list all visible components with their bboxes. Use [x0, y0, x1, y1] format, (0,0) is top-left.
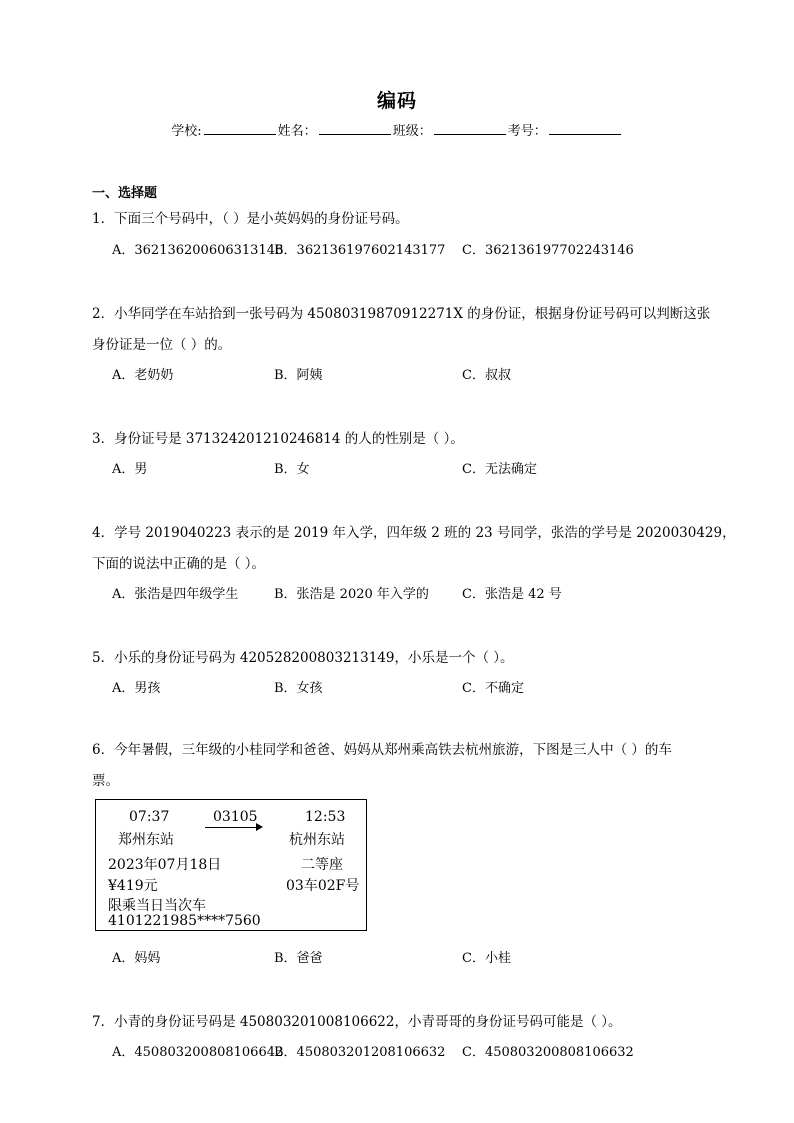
q4-option-b[interactable]: B．张浩是 2020 年入学的: [274, 587, 429, 602]
q6-option-c[interactable]: C．小桂: [462, 951, 511, 966]
q3-option-c[interactable]: C．无法确定: [462, 462, 537, 477]
train-number: 03105: [213, 809, 258, 825]
travel-date: 2023年07月18日: [108, 857, 222, 873]
question-5-text: 5．小乐的身份证号码为 420528200803213149，小乐是一个（ ）。: [92, 650, 514, 666]
question-3-text: 3．身份证号是 371324201210246814 的人的性别是（ ）。: [92, 431, 464, 447]
arrive-time: 12:53: [305, 809, 346, 825]
q5-option-b[interactable]: B．女孩: [274, 681, 323, 696]
route-arrow-line: [205, 827, 261, 828]
q7-option-c[interactable]: C．450803200808106632: [462, 1045, 634, 1060]
section-heading: 一、选择题: [92, 186, 158, 201]
from-station: 郑州东站: [118, 832, 174, 848]
q2-option-c[interactable]: C．叔叔: [462, 368, 511, 383]
question-2-text: 2．小华同学在车站拾到一张号码为 45080319870912271X 的身份证，根据身份证号码可以判断这张: [92, 306, 711, 322]
q6-option-b[interactable]: B．爸爸: [274, 951, 323, 966]
school-label: 学校:: [171, 124, 202, 139]
class-label: 班级：: [392, 124, 432, 139]
q1-option-b[interactable]: B．362136197602143177: [274, 243, 446, 258]
question-6-text-cont: 票。: [92, 773, 119, 789]
exam-number-blank[interactable]: [549, 122, 621, 135]
page-title: 编码: [376, 90, 417, 112]
question-7-text: 7．小青的身份证号码是 450803201008106622，小青哥哥的身份证号码可能是（ ）。: [92, 1014, 622, 1030]
q4-option-c[interactable]: C．张浩是 42 号: [462, 587, 562, 602]
seat-number: 03车02F号: [286, 878, 360, 894]
q2-option-b[interactable]: B．阿姨: [274, 368, 323, 383]
q7-option-a[interactable]: A．450803200808106642: [112, 1045, 284, 1060]
seat-class: 二等座: [301, 857, 343, 873]
q1-option-c[interactable]: C．362136197702243146: [462, 243, 634, 258]
class-blank[interactable]: [434, 122, 506, 135]
question-6-text: 6．今年暑假，三年级的小桂同学和爸爸、妈妈从郑州乘高铁去杭州旅游，下图是三人中（ ）的车: [92, 742, 672, 758]
ticket-price: ¥419元: [108, 878, 158, 894]
q6-option-a[interactable]: A．妈妈: [112, 951, 161, 966]
name-label: 姓名：: [277, 124, 317, 139]
q5-option-a[interactable]: A．男孩: [112, 681, 161, 696]
train-ticket-figure: [95, 799, 367, 931]
exam-number-label: 考号：: [507, 124, 547, 139]
school-blank[interactable]: [204, 122, 276, 135]
question-4-text-cont: 下面的说法中正确的是（ ）。: [92, 556, 266, 572]
question-2-text-cont: 身份证是一位（ ）的。: [92, 337, 232, 353]
q4-option-a[interactable]: A．张浩是四年级学生: [112, 587, 239, 602]
q2-option-a[interactable]: A．老奶奶: [112, 368, 174, 383]
to-station: 杭州东站: [289, 832, 345, 848]
question-4-text: 4．学号 2019040223 表示的是 2019 年入学，四年级 2 班的 23 号同学，张浩的学号是 2020030429，: [92, 525, 736, 541]
student-info-line: [0, 120, 794, 139]
q3-option-b[interactable]: B．女: [274, 462, 310, 477]
q7-option-b[interactable]: B．450803201208106632: [274, 1045, 446, 1060]
name-blank[interactable]: [319, 122, 391, 135]
ticket-note: 限乘当日当次车: [108, 898, 206, 914]
arrow-head-icon: [256, 823, 263, 831]
q1-option-a[interactable]: A．362136200606313146: [112, 243, 284, 258]
question-1-text: 1．下面三个号码中，（ ）是小英妈妈的身份证号码。: [92, 211, 409, 227]
depart-time: 07:37: [129, 809, 170, 825]
q3-option-a[interactable]: A．男: [112, 462, 148, 477]
passenger-id: 4101221985****7560: [108, 913, 261, 929]
q5-option-c[interactable]: C．不确定: [462, 681, 524, 696]
